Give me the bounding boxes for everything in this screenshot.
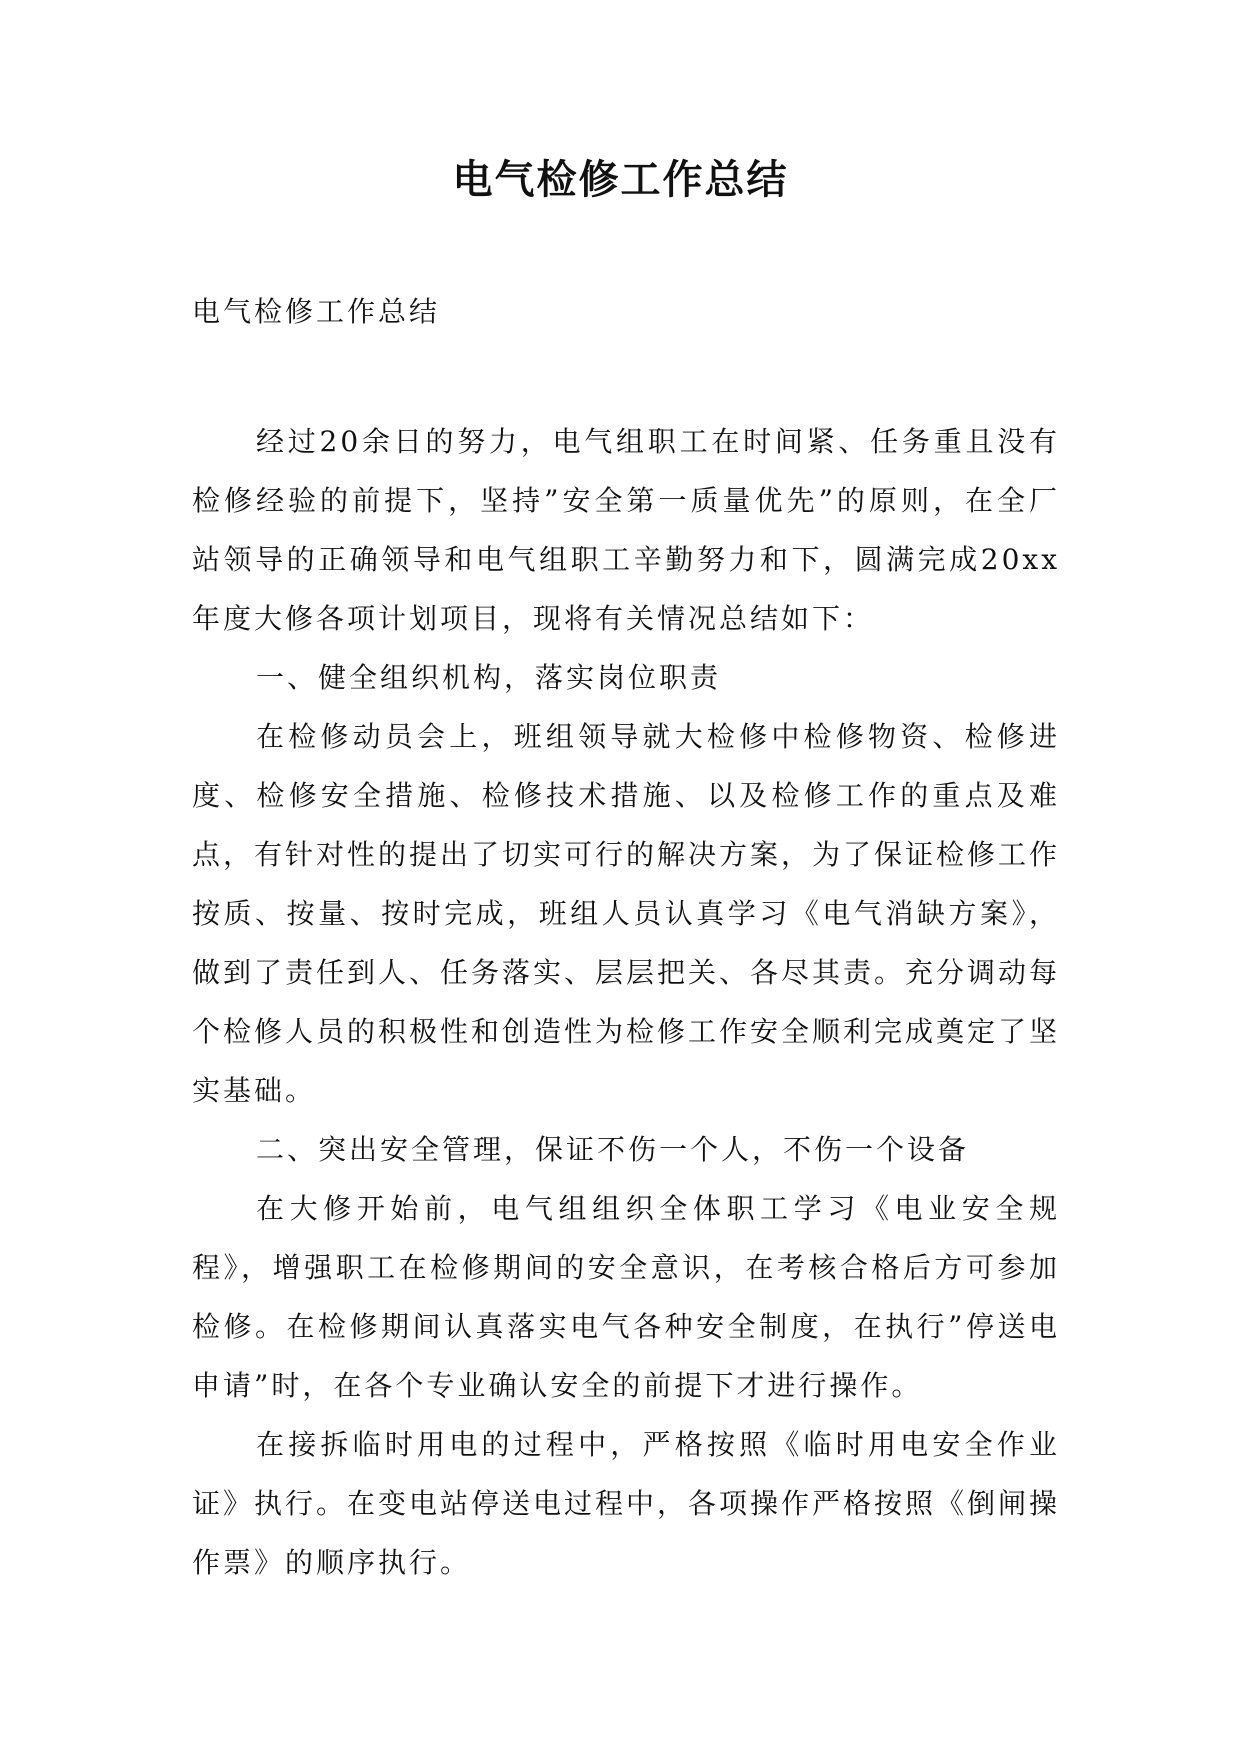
section-heading-2: 二、突出安全管理，保证不伤一个人，不伤一个设备 [256,1133,970,1166]
paragraph-section-2: 在大修开始前，电气组组织全体职工学习《电业安全规程》，增强职工在检修期间的安全意识，在考核合格后方可参加检修。在检修期间认真落实电气各种安全制度，在执行”停送电申请”时，在各个专业确认安全的前提下才进行操作。 [192,1192,1060,1402]
document-title: 电气检修工作总结 [452,157,789,203]
paragraph-section-2-continued: 在接拆临时用电的过程中，严格按照《临时用电安全作业证》执行。在变电站停送电过程中，各项操作严格按照《倒闸操作票》的顺序执行。 [192,1428,1061,1579]
paragraph-section-1: 在检修动员会上，班组领导就大检修中检修物资、检修进度、检修安全措施、检修技术措施、以及检修工作的重点及难点，有针对性的提出了切实可行的解决方案，为了保证检修工作按质、按量、按时完成，班组人员认真学习《电气消缺方案》，做到了责任到人、任务落实、层层把关、各尽其责。充分调动每个检修人员的积极性和创造性为检修工作安全顺利完成奠定了坚实基础。 [192,720,1061,1107]
document-subtitle: 电气检修工作总结 [192,295,441,328]
paragraph-intro: 经过20余日的努力，电气组职工在时间紧、任务重且没有检修经验的前提下，坚持”安全第一质量优先”的原则，在全厂站领导的正确领导和电气组职工辛勤努力和下，圆满完成20xx年度大修各项计划项目，现将有关情况总结如下： [192,425,1060,635]
section-heading-1: 一、健全组织机构，落实岗位职责 [256,661,722,694]
document-body [192,412,1060,1592]
